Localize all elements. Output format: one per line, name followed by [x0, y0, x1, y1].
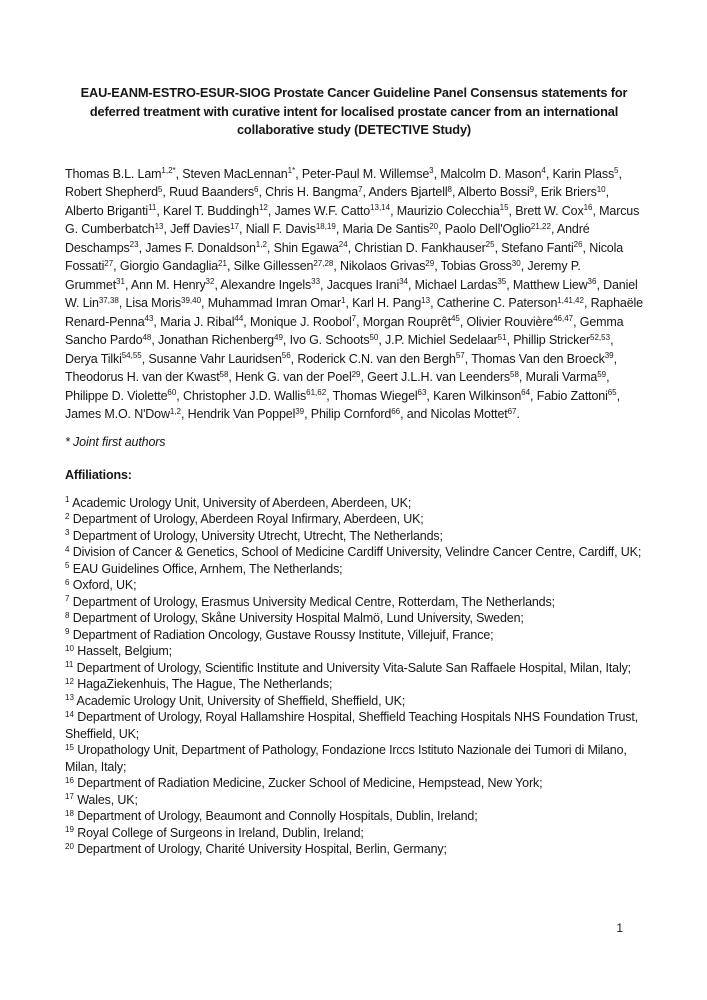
author: Christian D. Fankhauser$^{25}$: [354, 240, 495, 255]
author: Ruud Baanders$^6$: [169, 184, 259, 199]
author-affiliation-superscript: 34: [399, 277, 409, 286]
author-affiliation-superscript: 7: [358, 184, 363, 194]
author-affiliation-superscript: 27,28: [313, 258, 334, 268]
author: Paolo Dell'Oglio$^{21,22}$: [444, 221, 551, 236]
author: Daniel W. Lin$^{37,38}$: [65, 277, 638, 310]
author-affiliation-superscript: 50: [369, 332, 379, 342]
affiliation-number: 7: [65, 594, 70, 603]
author-affiliation-superscript: 1*: [287, 166, 296, 175]
author-affiliation-superscript: 1,41,42: [557, 295, 584, 305]
affiliation-number: 20: [65, 841, 74, 851]
affiliation-number: 11: [65, 660, 74, 669]
author-affiliation-superscript: 63: [417, 388, 427, 397]
author-affiliation-superscript: 36: [587, 277, 597, 286]
author-affiliation-superscript: 27: [104, 258, 114, 268]
affiliation-item: $^2$ Department of Urology, Aberdeen Royal Infirmary, Aberdeen, UK;: [65, 511, 424, 526]
author: Stefano Fanti$^{26}$: [501, 240, 583, 255]
author-affiliation-superscript: 37,38: [98, 295, 119, 305]
affiliation-number: 17: [65, 792, 74, 801]
author-affiliation-superscript: 15: [499, 203, 509, 212]
author: Phillip Stricker$^{52,53}$: [513, 332, 611, 347]
author: Olivier Rouvière$^{46,47}$: [466, 314, 574, 329]
author-affiliation-superscript: 10: [596, 184, 606, 194]
author-affiliation-superscript: 13,14: [370, 203, 391, 212]
author-affiliation-superscript: 9: [529, 184, 535, 194]
author: André Deschamps$^{23}$: [65, 222, 590, 255]
author: Roderick C.N. van den Bergh$^{57}$: [297, 351, 465, 366]
author-affiliation-superscript: 65: [607, 388, 617, 397]
author: Thomas Wiegel$^{63}$: [332, 388, 427, 403]
author: Peter-Paul M. Willemse$^3$: [301, 166, 434, 181]
author-affiliation-superscript: 29: [351, 369, 361, 379]
author: Karen Wilkinson$^{64}$: [433, 388, 531, 403]
author: Nikolaos Grivas$^{29}$: [340, 258, 435, 273]
author: Maurizio Colecchia$^{15}$: [396, 203, 509, 218]
author-affiliation-superscript: 33: [311, 277, 321, 286]
affiliation-number: 6: [65, 577, 70, 587]
affiliation-item: $^{10}$ Hasselt, Belgium;: [65, 643, 172, 658]
author: Jacques Irani$^{34}$: [326, 277, 409, 292]
author: Tobias Gross$^{30}$: [440, 258, 521, 273]
author: Ann M. Henry$^{32}$: [130, 277, 215, 292]
author-affiliation-superscript: 58: [510, 369, 519, 379]
author-affiliation-superscript: 8: [447, 184, 452, 194]
author: Alexandre Ingels$^{33}$: [220, 277, 321, 292]
author: Muhammad Imran Omar$^1$: [207, 295, 346, 310]
author-affiliation-superscript: 51: [497, 332, 507, 342]
affiliation-item: $^{11}$ Department of Urology, Scientific Institute and University Vita-Salute San Raffaele Hospital, Milan, Italy;: [65, 660, 631, 675]
author: J.P. Michiel Sedelaar$^{51}$: [385, 332, 507, 347]
author-affiliation-superscript: 5: [157, 184, 163, 194]
affiliation-number: 18: [65, 808, 74, 818]
author-affiliation-superscript: 16: [583, 203, 593, 212]
author: Philip Cornford$^{66}$: [310, 406, 401, 421]
affiliations-heading: Affiliations:: [65, 468, 132, 482]
affiliation-item: $^4$ Division of Cancer & Genetics, School of Medicine Cardiff University, Velindre Cancer Centre, Cardiff, UK;: [65, 544, 642, 559]
author: Robert Shepherd$^5$: [65, 184, 163, 199]
author-affiliation-superscript: 24: [338, 240, 348, 249]
author-affiliation-superscript: 45: [450, 314, 460, 323]
author-affiliation-superscript: 39: [604, 351, 614, 360]
author: James F. Donaldson$^{1,2}$: [145, 240, 267, 255]
author-affiliation-superscript: 39: [295, 406, 305, 416]
author: and Nicolas Mottet$^{67}$: [406, 406, 517, 421]
author-affiliation-superscript: 64: [521, 388, 531, 397]
author-affiliation-superscript: 54,55: [121, 351, 142, 360]
author: Geert J.L.H. van Leenders$^{58}$: [367, 369, 519, 384]
author: Monique J. Roobol$^7$: [249, 314, 357, 329]
author: Giorgio Gandaglia$^{21}$: [119, 258, 227, 273]
author-affiliation-superscript: 60: [167, 388, 177, 397]
author-affiliation-superscript: 44: [234, 314, 244, 323]
author-affiliation-superscript: 18,19: [315, 221, 336, 231]
author: Ivo G. Schoots$^{50}$: [289, 332, 379, 347]
paper-title: EAU-EANM-ESTRO-ESUR-SIOG Prostate Cancer Guideline Panel Consensus statements for deferred treatment with curative intent for localised prostate cancer from an international collaborative study (DETECTIVE Study): [80, 85, 628, 137]
affiliation-item: $^{15}$ Uropathology Unit, Department of Pathology, Fondazione Irccs Istituto Nazionale dei Tumori di Milano, Milan, Italy;: [65, 742, 627, 774]
author-affiliation-superscript: 4: [541, 166, 546, 175]
affiliation-item: $^{19}$ Royal College of Surgeons in Ireland, Dublin, Ireland;: [65, 825, 364, 840]
author-affiliation-superscript: 32: [205, 277, 215, 286]
author: Alberto Briganti$^{11}$: [65, 203, 157, 218]
author-affiliation-superscript: 52,53: [590, 332, 611, 342]
author: Maria J. Ribal$^{44}$: [160, 314, 244, 329]
author-affiliation-superscript: 5: [614, 166, 619, 175]
author-affiliation-superscript: 61,62: [306, 388, 327, 397]
affiliation-item: $^{12}$ HagaZiekenhuis, The Hague, The Netherlands;: [65, 676, 333, 691]
author: Hendrik Van Poppel$^{39}$: [187, 406, 305, 421]
author-affiliation-superscript: 23: [129, 240, 139, 249]
author: Gemma Sancho Pardo$^{48}$: [65, 314, 624, 347]
author: Nicola Fossati$^{27}$: [65, 240, 624, 273]
author: James W.F. Catto$^{13,14}$: [274, 203, 391, 218]
author-affiliation-superscript: 48: [142, 332, 152, 342]
author: Raphaële Renard-Penna$^{43}$: [65, 296, 643, 329]
author-affiliation-superscript: 31: [116, 277, 125, 286]
author-affiliation-superscript: 56: [281, 351, 291, 360]
author: Alberto Bossi$^9$: [457, 184, 535, 199]
author-affiliation-superscript: 7: [351, 314, 357, 323]
author: James M.O. N'Dow$^{1,2}$: [65, 406, 181, 421]
author: Karl H. Pang$^{13}$: [352, 295, 431, 310]
author-affiliation-superscript: 57: [455, 351, 465, 360]
affiliation-item: $^9$ Department of Radiation Oncology, Gustave Roussy Institute, Villejuif, France;: [65, 627, 494, 642]
affiliation-number: 14: [65, 709, 74, 719]
author: Malcolm D. Mason$^4$: [440, 166, 546, 181]
affiliation-item: $^5$ EAU Guidelines Office, Arnhem, The Netherlands;: [65, 561, 343, 576]
author-affiliation-superscript: 1: [340, 295, 346, 305]
author-affiliation-superscript: 3: [429, 166, 434, 175]
author: Susanne Vahr Lauridsen$^{56}$: [148, 351, 291, 366]
author: Theodorus H. van der Kwast$^{58}$: [65, 369, 229, 384]
author: Brett W. Cox$^{16}$: [515, 203, 593, 218]
affiliation-item: $^{16}$ Department of Radiation Medicine, Zucker School of Medicine, Hempstead, New York;: [65, 775, 543, 790]
author-affiliation-superscript: 1,2: [169, 406, 181, 416]
author-affiliation-superscript: 12: [258, 203, 268, 212]
author-affiliation-superscript: 13: [421, 295, 431, 305]
author: Jonathan Richenberg$^{49}$: [158, 332, 283, 347]
author: Fabio Zattoni$^{65}$: [536, 388, 617, 403]
author: Niall F. Davis$^{18,19}$: [245, 221, 336, 236]
affiliation-number: 5: [65, 561, 70, 570]
author: Chris H. Bangma$^7$: [265, 184, 363, 199]
author: Lisa Moris$^{39,40}$: [125, 295, 202, 310]
author-affiliation-superscript: 25: [485, 240, 495, 249]
author-affiliation-superscript: 21,22: [530, 221, 551, 231]
affiliations-list: [65, 495, 643, 858]
author-list: Thomas B.L. Lam$^{1,2*}$, Steven MacLennan$^{1*}$, Peter-Paul M. Willemse$^3$, Malcolm D. Mason$^4$, Karin Plass$^5$, Robert Shepherd$^5$, Ruud Baanders$^6$, Chris H. Bangma$^7$, Anders Bjartell$^8$, Alberto Bossi$^9$, Erik Briers$^{10}$, Alberto Briganti$^{11}$, Karel T. Buddingh$^{12}$, James W.F. Catto$^{13,14}$, Maurizio Colecchia$^{15}$, Brett W. Cox$^{16}$, Marcus G. Cumberbatch$^{13}$, Jeff Davies$^{17}$, Niall F. Davis$^{18,19}$, Maria De Santis$^{20}$, Paolo Dell'Oglio$^{21,22}$, André Deschamps$^{23}$, James F. Donaldson$^{1,2}$, Shin Egawa$^{24}$, Christian D. Fankhauser$^{25}$, Stefano Fanti$^{26}$, Nicola Fossati$^{27}$, Giorgio Gandaglia$^{21}$, Silke Gillessen$^{27,28}$, Nikolaos Grivas$^{29}$, Tobias Gross$^{30}$, Jeremy P. Grummet$^{31}$, Ann M. Henry$^{32}$, Alexandre Ingels$^{33}$, Jacques Irani$^{34}$, Michael Lardas$^{35}$, Matthew Liew$^{36}$, Daniel W. Lin$^{37,38}$, Lisa Moris$^{39,40}$, Muhammad Imran Omar$^1$, Karl H. Pang$^{13}$, Catherine C. Paterson$^{1,41,42}$, Raphaële Renard-Penna$^{43}$, Maria J. Ribal$^{44}$, Monique J. Roobol$^7$, Morgan Rouprêt$^{45}$, Olivier Rouvière$^{46,47}$, Gemma Sancho Pardo$^{48}$, Jonathan Richenberg$^{49}$, Ivo G. Schoots$^{50}$, J.P. Michiel Sedelaar$^{51}$, Phillip Stricker$^{52,53}$, Derya Tilki$^{54,55}$, Susanne Vahr Lauridsen$^{56}$, Roderick C.N. van den Bergh$^{57}$, Thomas Van den Broeck$^{39}$, Theodorus H. van der Kwast$^{58}$, Henk G. van der Poel$^{29}$, Geert J.L.H. van Leenders$^{58}$, Murali Varma$^{59}$, Philippe D. Violette$^{60}$, Christopher J.D. Wallis$^{61,62}$, Thomas Wiegel$^{63}$, Karen Wilkinson$^{64}$, Fabio Zattoni$^{65}$, James M.O. N'Dow$^{1,2}$, Hendrik Van Poppel$^{39}$, Philip Cornford$^{66}$, and Nicolas Mottet$^{67}$.: [65, 166, 643, 421]
author: Michael Lardas$^{35}$: [414, 277, 507, 292]
author-affiliation-superscript: 35: [497, 277, 507, 286]
affiliation-number: 8: [65, 610, 70, 620]
author: Philippe D. Violette$^{60}$: [65, 388, 177, 403]
author: Jeremy P. Grummet$^{31}$: [65, 259, 581, 292]
author-affiliation-superscript: 59: [597, 369, 607, 379]
author: Maria De Santis$^{20}$: [342, 221, 439, 236]
author-affiliation-superscript: 49: [274, 332, 283, 342]
affiliation-number: 16: [65, 775, 74, 785]
author: Christopher J.D. Wallis$^{61,62}$: [182, 388, 327, 403]
affiliation-number: 1: [65, 495, 70, 504]
author: Henk G. van der Poel$^{29}$: [235, 369, 361, 384]
author: Silke Gillessen$^{27,28}$: [233, 258, 334, 273]
affiliation-number: 4: [65, 544, 70, 554]
author: Catherine C. Paterson$^{1,41,42}$: [436, 295, 584, 310]
author-affiliation-superscript: 30: [511, 258, 521, 268]
affiliation-item: $^6$ Oxford, UK;: [65, 577, 137, 592]
affiliation-item: $^1$ Academic Urology Unit, University of Aberdeen, Aberdeen, UK;: [65, 495, 412, 510]
affiliation-item: $^{13}$ Academic Urology Unit, University of Sheffield, Sheffield, UK;: [65, 693, 406, 708]
author: Erik Briers$^{10}$: [540, 184, 606, 199]
author-affiliation-superscript: 1,2: [255, 240, 267, 249]
author: Steven MacLennan$^{1*}$: [182, 166, 296, 181]
page-number: 1: [616, 921, 623, 935]
author: Matthew Liew$^{36}$: [512, 277, 597, 292]
author: Jeff Davies$^{17}$: [170, 221, 240, 236]
author-affiliation-superscript: 58: [219, 369, 229, 379]
author-affiliation-superscript: 21: [218, 258, 227, 268]
author: Murali Varma$^{59}$: [525, 369, 607, 384]
author-affiliation-superscript: 66: [391, 406, 401, 416]
author: Derya Tilki$^{54,55}$: [65, 351, 142, 366]
affiliation-item: $^{18}$ Department of Urology, Beaumont and Connolly Hospitals, Dublin, Ireland;: [65, 808, 478, 823]
author-affiliation-superscript: 26: [573, 240, 583, 249]
author: Thomas Van den Broeck$^{39}$: [471, 351, 614, 366]
affiliation-number: 15: [65, 742, 74, 752]
joint-first-authors-note: * Joint first authors: [65, 434, 166, 449]
author: Karel T. Buddingh$^{12}$: [163, 203, 268, 218]
affiliation-number: 3: [65, 528, 70, 537]
author: Karin Plass$^5$: [552, 166, 619, 181]
affiliation-item: $^{17}$ Wales, UK;: [65, 792, 138, 807]
affiliation-number: 12: [65, 676, 74, 686]
author-affiliation-superscript: 29: [425, 258, 435, 268]
author: Shin Egawa$^{24}$: [273, 240, 348, 255]
author-affiliation-superscript: 6: [253, 184, 259, 194]
author-affiliation-superscript: 20: [429, 221, 439, 231]
author-affiliation-superscript: 17: [230, 221, 240, 231]
author-affiliation-superscript: 13: [154, 221, 164, 231]
author: Marcus G. Cumberbatch$^{13}$: [65, 203, 640, 236]
author-affiliation-superscript: 39,40: [181, 295, 202, 305]
author-affiliation-superscript: 67: [507, 406, 517, 416]
affiliation-number: 13: [65, 693, 74, 702]
affiliation-number: 19: [65, 825, 74, 834]
author-affiliation-superscript: 43: [144, 314, 154, 323]
affiliation-item: $^3$ Department of Urology, University Utrecht, Utrecht, The Netherlands;: [65, 528, 443, 543]
author: Anders Bjartell$^8$: [368, 184, 452, 199]
author-affiliation-superscript: 11: [148, 203, 157, 212]
author-affiliation-superscript: 46,47: [553, 314, 574, 323]
affiliation-number: 9: [65, 627, 70, 636]
author: Thomas B.L. Lam$^{1,2*}$: [65, 166, 176, 181]
affiliation-number: 10: [65, 643, 74, 653]
affiliation-number: 2: [65, 511, 70, 521]
affiliation-item: $^{14}$ Department of Urology, Royal Hallamshire Hospital, Sheffield Teaching Hospitals NHS Foundation Trust, Sheffield, UK;: [65, 709, 639, 741]
author: Morgan Rouprêt$^{45}$: [362, 314, 460, 329]
author-affiliation-superscript: 1,2*: [161, 166, 176, 175]
affiliation-item: $^8$ Department of Urology, Skåne University Hospital Malmö, Lund University, Sweden;: [65, 610, 524, 625]
affiliation-item: $^7$ Department of Urology, Erasmus University Medical Centre, Rotterdam, The Netherlands;: [65, 594, 555, 609]
affiliation-item: $^{20}$ Department of Urology, Charité University Hospital, Berlin, Germany;: [65, 841, 447, 856]
